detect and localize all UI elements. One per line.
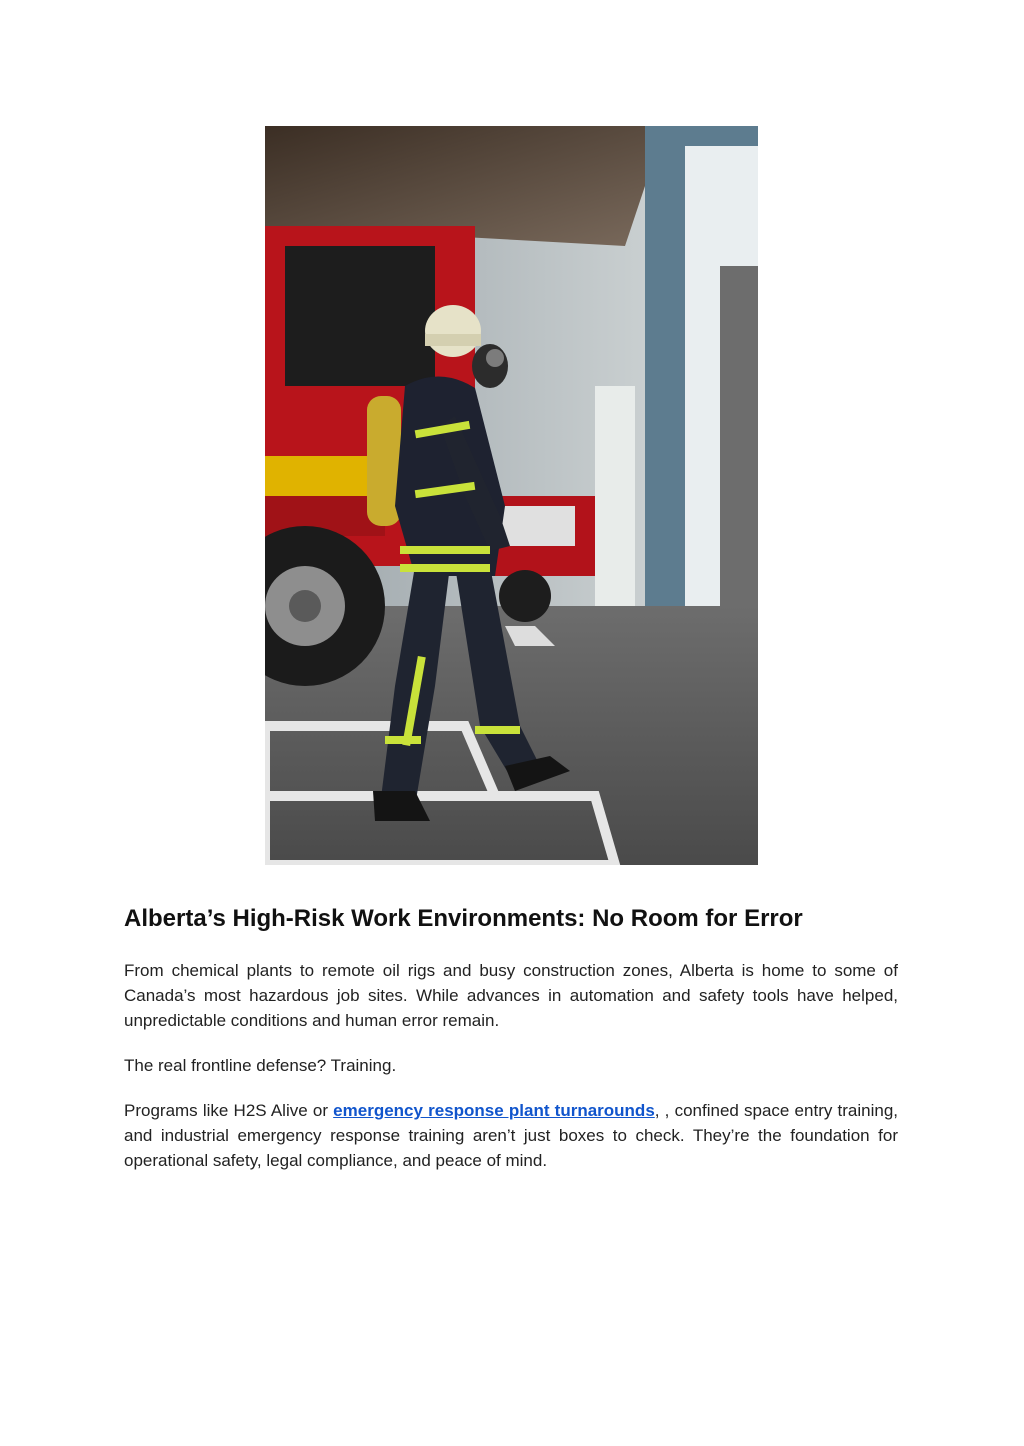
programs-paragraph	[124, 1098, 898, 1173]
programs-text-after: , , confined space entry training, and industrial emergency response training aren’t just boxes to check. They’re the foundation for operational safety, legal compliance, and peace of mind.	[124, 1101, 899, 1170]
programs-text-before: Programs like H2S Alive or	[124, 1101, 334, 1120]
emergency-response-link[interactable]: emergency response plant turnarounds	[333, 1101, 655, 1120]
firefighter-illustration	[265, 126, 758, 865]
frontline-paragraph: The real frontline defense? Training.	[124, 1056, 397, 1075]
article-heading: Alberta’s High-Risk Work Environments: No Room for Error	[124, 905, 803, 932]
firefighter-photo	[265, 126, 758, 865]
intro-paragraph: From chemical plants to remote oil rigs and busy construction zones, Alberta is home to some of Canada’s most hazardous job sites. While advances in automation and safety tools have helped, unpredictable conditions and human error remain.	[124, 961, 898, 1030]
